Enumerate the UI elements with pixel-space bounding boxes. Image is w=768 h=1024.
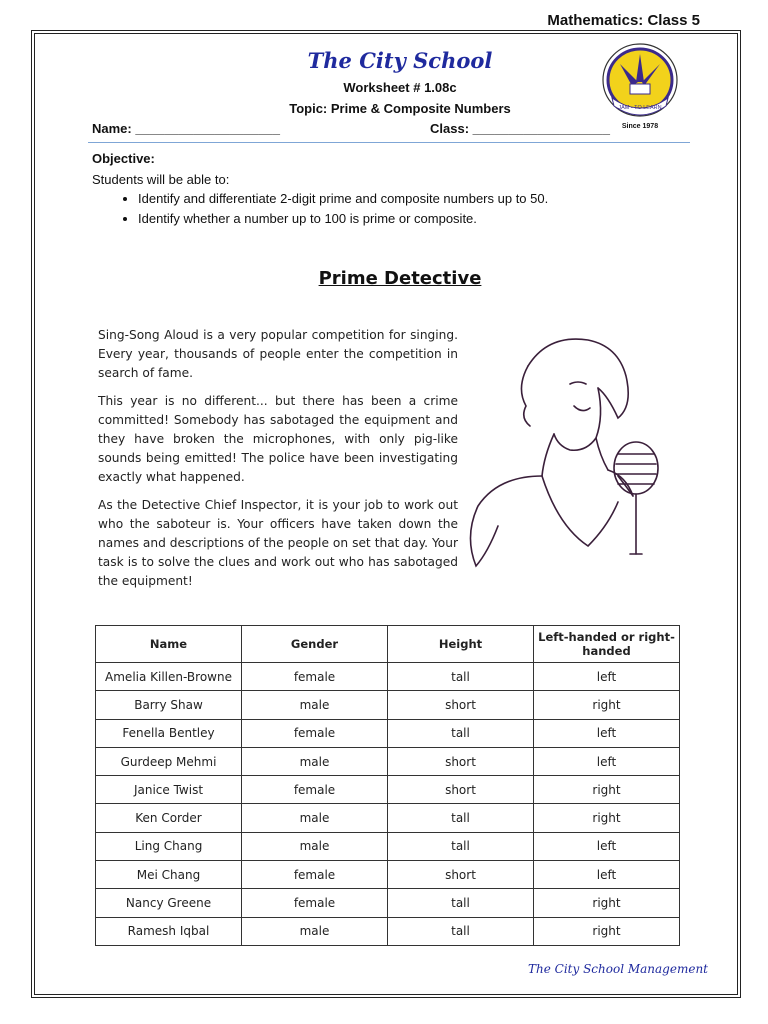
story-text [98,326,458,600]
table-row [96,663,680,691]
table-cell: tall [388,663,534,691]
table-cell: tall [388,917,534,945]
table-cell: tall [388,832,534,860]
table-cell: Amelia Killen-Browne [96,663,242,691]
table-row [96,889,680,917]
table-row [96,719,680,747]
table-cell: right [534,889,680,917]
table-cell: left [534,832,680,860]
table-cell: tall [388,889,534,917]
story-paragraph: As the Detective Chief Inspector, it is your job to work out who the saboteur is. Your officers have taken down the names and descriptions of the people on set that day. Your task is to solve the clues and work out who has sabotaged the equipment! [98,498,458,588]
table-cell: right [534,917,680,945]
column-header-gender: Gender [242,626,388,663]
singer-illustration [458,326,668,586]
table-cell: female [242,663,388,691]
table-row [96,917,680,945]
section-title: Prime Detective [318,268,482,289]
table-cell: short [388,861,534,889]
table-cell: male [242,747,388,775]
table-header-row [96,626,680,663]
table-cell: Janice Twist [96,776,242,804]
table-cell: short [388,747,534,775]
table-cell: Ling Chang [96,832,242,860]
table-cell: left [534,719,680,747]
suspects-table [95,625,680,946]
worksheet-number: Worksheet # 1.08c [343,80,457,95]
table-row [96,776,680,804]
table-cell: right [534,776,680,804]
objective-item: • Identify and differentiate 2-digit prime and composite numbers up to 50. [138,191,548,206]
table-cell: right [534,804,680,832]
table-cell: left [534,861,680,889]
table-cell: Mei Chang [96,861,242,889]
objective-intro: Students will be able to: [92,172,230,187]
school-name: The City School [307,48,493,73]
table-cell: short [388,776,534,804]
table-cell: Gurdeep Mehmi [96,747,242,775]
table-cell: Fenella Bentley [96,719,242,747]
table-row [96,804,680,832]
table-cell: female [242,776,388,804]
table-cell: Barry Shaw [96,691,242,719]
column-header-height: Height [388,626,534,663]
story-paragraph: This year is no different... but there has been a crime committed! Somebody has sabotaged the equipment and they have broken the microphones, with only pig-like sounds being emitted! The police have been investigating exactly what happened. [98,394,458,484]
name-field[interactable]: Name: ____________________ [92,121,280,136]
school-logo [600,42,680,132]
table-cell: tall [388,804,534,832]
table-row [96,747,680,775]
subject-class-title: Mathematics: Class 5 [547,12,700,29]
table-cell: Ramesh Iqbal [96,917,242,945]
table-cell: female [242,719,388,747]
objective-list [110,191,548,231]
logo-motto: JAM - TO LEARN [618,105,662,111]
table-cell: Nancy Greene [96,889,242,917]
table-cell: short [388,691,534,719]
table-cell: male [242,832,388,860]
table-cell: male [242,804,388,832]
table-cell: female [242,889,388,917]
objective-heading: Objective: [92,151,155,166]
table-cell: left [534,663,680,691]
table-row [96,861,680,889]
table-cell: Ken Corder [96,804,242,832]
footer-signature: The City School Management [528,962,708,976]
table-cell: female [242,861,388,889]
table-cell: male [242,917,388,945]
story-paragraph: Sing-Song Aloud is a very popular competition for singing. Every year, thousands of people enter the competition in search of fame. [98,328,458,380]
column-header-handedness: Left-handed or right-handed [534,626,680,663]
table-cell: left [534,747,680,775]
column-header-name: Name [96,626,242,663]
table-cell: right [534,691,680,719]
table-cell: male [242,691,388,719]
table-row [96,691,680,719]
logo-since: Since 1978 [621,123,659,130]
class-field[interactable]: Class: ___________________ [430,121,611,136]
table-row [96,832,680,860]
header-divider [88,142,690,143]
table-cell: tall [388,719,534,747]
objective-item: • Identify whether a number up to 100 is prime or composite. [138,211,548,226]
worksheet-topic: Topic: Prime & Composite Numbers [289,101,511,116]
